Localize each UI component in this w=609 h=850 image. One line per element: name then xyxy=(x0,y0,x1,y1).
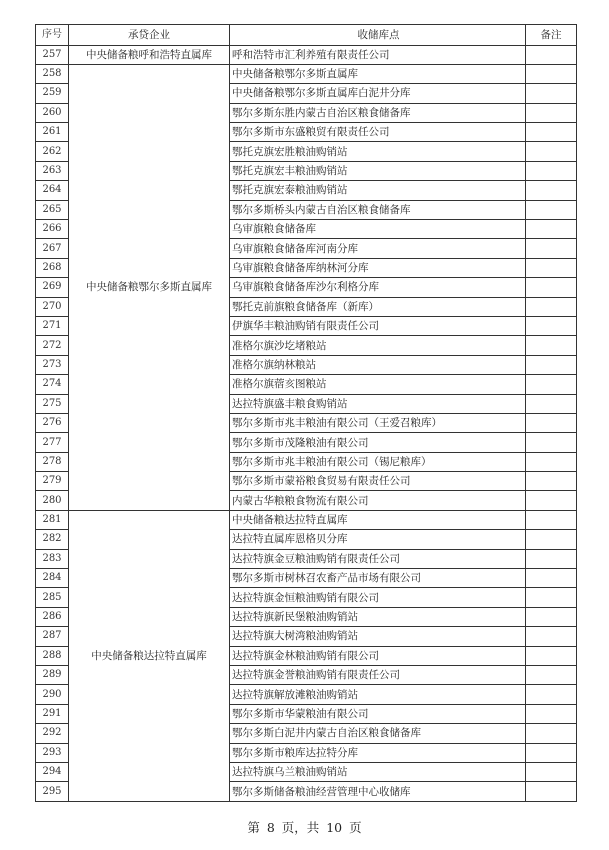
remarks-cell xyxy=(526,666,577,685)
remarks-cell xyxy=(526,704,577,723)
serial-no-cell: 284 xyxy=(36,569,69,588)
serial-no-cell: 291 xyxy=(36,704,69,723)
header-remarks: 备注 xyxy=(526,25,577,46)
storage-site-cell: 乌审旗粮食储备库沙尔利格分库 xyxy=(230,278,526,297)
serial-no-cell: 268 xyxy=(36,258,69,277)
storage-site-cell: 达拉特旗金豆粮油购销有限责任公司 xyxy=(230,549,526,568)
serial-no-cell: 275 xyxy=(36,394,69,413)
serial-no-cell: 287 xyxy=(36,627,69,646)
serial-no-cell: 260 xyxy=(36,103,69,122)
storage-site-cell: 达拉特旗金林粮油购销有限公司 xyxy=(230,646,526,665)
serial-no-cell: 269 xyxy=(36,278,69,297)
remarks-cell xyxy=(526,181,577,200)
serial-no-cell: 272 xyxy=(36,336,69,355)
storage-site-cell: 鄂尔多斯市兆丰粮油有限公司（锡尼粮库） xyxy=(230,452,526,471)
remarks-cell xyxy=(526,724,577,743)
serial-no-cell: 259 xyxy=(36,84,69,103)
remarks-cell xyxy=(526,316,577,335)
remarks-cell xyxy=(526,200,577,219)
storage-site-cell: 鄂尔多斯桥头内蒙古自治区粮食储备库 xyxy=(230,200,526,219)
serial-no-cell: 277 xyxy=(36,433,69,452)
serial-no-cell: 285 xyxy=(36,588,69,607)
storage-site-cell: 乌审旗粮食储备库纳林河分库 xyxy=(230,258,526,277)
header-enterprise: 承贷企业 xyxy=(69,25,230,46)
remarks-cell xyxy=(526,433,577,452)
page-number: 第 8 页，共 10 页 xyxy=(247,820,362,835)
serial-no-cell: 289 xyxy=(36,666,69,685)
remarks-cell xyxy=(526,762,577,781)
remarks-cell xyxy=(526,782,577,801)
storage-site-cell: 达拉特旗解放滩粮油购销站 xyxy=(230,685,526,704)
storage-site-cell: 准格尔旗纳林粮站 xyxy=(230,355,526,374)
serial-no-cell: 280 xyxy=(36,491,69,510)
serial-no-cell: 270 xyxy=(36,297,69,316)
serial-no-cell: 261 xyxy=(36,123,69,142)
remarks-cell xyxy=(526,220,577,239)
storage-site-cell: 达拉特旗新民堡粮油购销站 xyxy=(230,607,526,626)
storage-site-cell: 乌审旗粮食储备库河南分库 xyxy=(230,239,526,258)
storage-site-cell: 鄂尔多斯市兆丰粮油有限公司（王爱召粮库） xyxy=(230,413,526,432)
remarks-cell xyxy=(526,278,577,297)
serial-no-cell: 271 xyxy=(36,316,69,335)
header-storage-site: 收储库点 xyxy=(230,25,526,46)
remarks-cell xyxy=(526,142,577,161)
remarks-cell xyxy=(526,45,577,64)
serial-no-cell: 288 xyxy=(36,646,69,665)
remarks-cell xyxy=(526,685,577,704)
remarks-cell xyxy=(526,607,577,626)
serial-no-cell: 273 xyxy=(36,355,69,374)
storage-site-cell: 乌审旗粮食储备库 xyxy=(230,220,526,239)
storage-site-cell: 鄂尔多斯市粮库达拉特分库 xyxy=(230,743,526,762)
storage-site-cell: 内蒙古华粮粮食物流有限公司 xyxy=(230,491,526,510)
serial-no-cell: 279 xyxy=(36,472,69,491)
remarks-cell xyxy=(526,64,577,83)
remarks-cell xyxy=(526,161,577,180)
serial-no-cell: 295 xyxy=(36,782,69,801)
storage-site-cell: 中央储备粮鄂尔多斯直属库白泥井分库 xyxy=(230,84,526,103)
remarks-cell xyxy=(526,646,577,665)
table-header-row xyxy=(36,25,577,46)
serial-no-cell: 293 xyxy=(36,743,69,762)
remarks-cell xyxy=(526,123,577,142)
storage-site-cell: 鄂尔多斯市树林召农畜产品市场有限公司 xyxy=(230,569,526,588)
remarks-cell xyxy=(526,355,577,374)
remarks-cell xyxy=(526,588,577,607)
storage-site-cell: 鄂尔多斯储备粮油经营管理中心收储库 xyxy=(230,782,526,801)
storage-site-cell: 鄂托克旗宏胜粮油购销站 xyxy=(230,142,526,161)
remarks-cell xyxy=(526,743,577,762)
enterprise-cell: 中央储备粮鄂尔多斯直属库 xyxy=(69,64,230,510)
serial-no-cell: 286 xyxy=(36,607,69,626)
serial-no-cell: 258 xyxy=(36,64,69,83)
serial-no-cell: 257 xyxy=(36,45,69,64)
serial-no-cell: 266 xyxy=(36,220,69,239)
storage-site-cell: 达拉特旗大树湾粮油购销站 xyxy=(230,627,526,646)
storage-site-cell: 鄂托克前旗粮食储备库（新库） xyxy=(230,297,526,316)
storage-site-cell: 鄂尔多斯市蒙裕粮食贸易有限责任公司 xyxy=(230,472,526,491)
serial-no-cell: 283 xyxy=(36,549,69,568)
serial-no-cell: 263 xyxy=(36,161,69,180)
storage-site-cell: 鄂尔多斯市东盛粮贸有限责任公司 xyxy=(230,123,526,142)
storage-site-cell: 呼和浩特市汇利养殖有限责任公司 xyxy=(230,45,526,64)
remarks-cell xyxy=(526,258,577,277)
storage-site-cell: 达拉特旗金恒粮油购销有限公司 xyxy=(230,588,526,607)
remarks-cell xyxy=(526,103,577,122)
storage-site-cell: 中央储备粮达拉特直属库 xyxy=(230,510,526,529)
table-row xyxy=(36,64,577,83)
serial-no-cell: 294 xyxy=(36,762,69,781)
storage-site-cell: 鄂尔多斯市华蒙粮油有限公司 xyxy=(230,704,526,723)
remarks-cell xyxy=(526,413,577,432)
remarks-cell xyxy=(526,394,577,413)
table-row xyxy=(36,45,577,64)
storage-site-cell: 鄂托克旗宏丰粮油购销站 xyxy=(230,161,526,180)
remarks-cell xyxy=(526,84,577,103)
remarks-cell xyxy=(526,530,577,549)
storage-site-cell: 鄂尔多斯白泥井内蒙古自治区粮食储备库 xyxy=(230,724,526,743)
enterprise-cell: 中央储备粮达拉特直属库 xyxy=(69,510,230,801)
remarks-cell xyxy=(526,510,577,529)
serial-no-cell: 267 xyxy=(36,239,69,258)
serial-no-cell: 292 xyxy=(36,724,69,743)
serial-no-cell: 264 xyxy=(36,181,69,200)
storage-site-cell: 达拉特旗盛丰粮食购销站 xyxy=(230,394,526,413)
enterprise-cell: 中央储备粮呼和浩特直属库 xyxy=(69,45,230,64)
storage-site-cell: 达拉特旗金誉粮油购销有限责任公司 xyxy=(230,666,526,685)
remarks-cell xyxy=(526,452,577,471)
storage-site-cell: 鄂尔多斯市茂隆粮油有限公司 xyxy=(230,433,526,452)
serial-no-cell: 290 xyxy=(36,685,69,704)
storage-site-cell: 伊旗华丰粮油购销有限责任公司 xyxy=(230,316,526,335)
storage-site-cell: 达拉特旗乌兰粮油购销站 xyxy=(230,762,526,781)
storage-site-cell: 达拉特直属库恩格贝分库 xyxy=(230,530,526,549)
remarks-cell xyxy=(526,297,577,316)
serial-no-cell: 274 xyxy=(36,375,69,394)
remarks-cell xyxy=(526,239,577,258)
serial-no-cell: 282 xyxy=(36,530,69,549)
remarks-cell xyxy=(526,627,577,646)
storage-site-cell: 鄂托克旗宏泰粮油购销站 xyxy=(230,181,526,200)
storage-site-cell: 准格尔旗沙圪堵粮站 xyxy=(230,336,526,355)
storage-site-cell: 鄂尔多斯东胜内蒙古自治区粮食储备库 xyxy=(230,103,526,122)
serial-no-cell: 278 xyxy=(36,452,69,471)
remarks-cell xyxy=(526,569,577,588)
serial-no-cell: 262 xyxy=(36,142,69,161)
serial-no-cell: 276 xyxy=(36,413,69,432)
remarks-cell xyxy=(526,549,577,568)
storage-site-cell: 中央储备粮鄂尔多斯直属库 xyxy=(230,64,526,83)
table-row xyxy=(36,510,577,529)
remarks-cell xyxy=(526,472,577,491)
serial-no-cell: 265 xyxy=(36,200,69,219)
remarks-cell xyxy=(526,375,577,394)
storage-site-cell: 准格尔旗蓿亥图粮站 xyxy=(230,375,526,394)
remarks-cell xyxy=(526,336,577,355)
remarks-cell xyxy=(526,491,577,510)
header-serial-no: 序号 xyxy=(36,25,69,46)
storage-sites-table xyxy=(35,24,577,802)
serial-no-cell: 281 xyxy=(36,510,69,529)
